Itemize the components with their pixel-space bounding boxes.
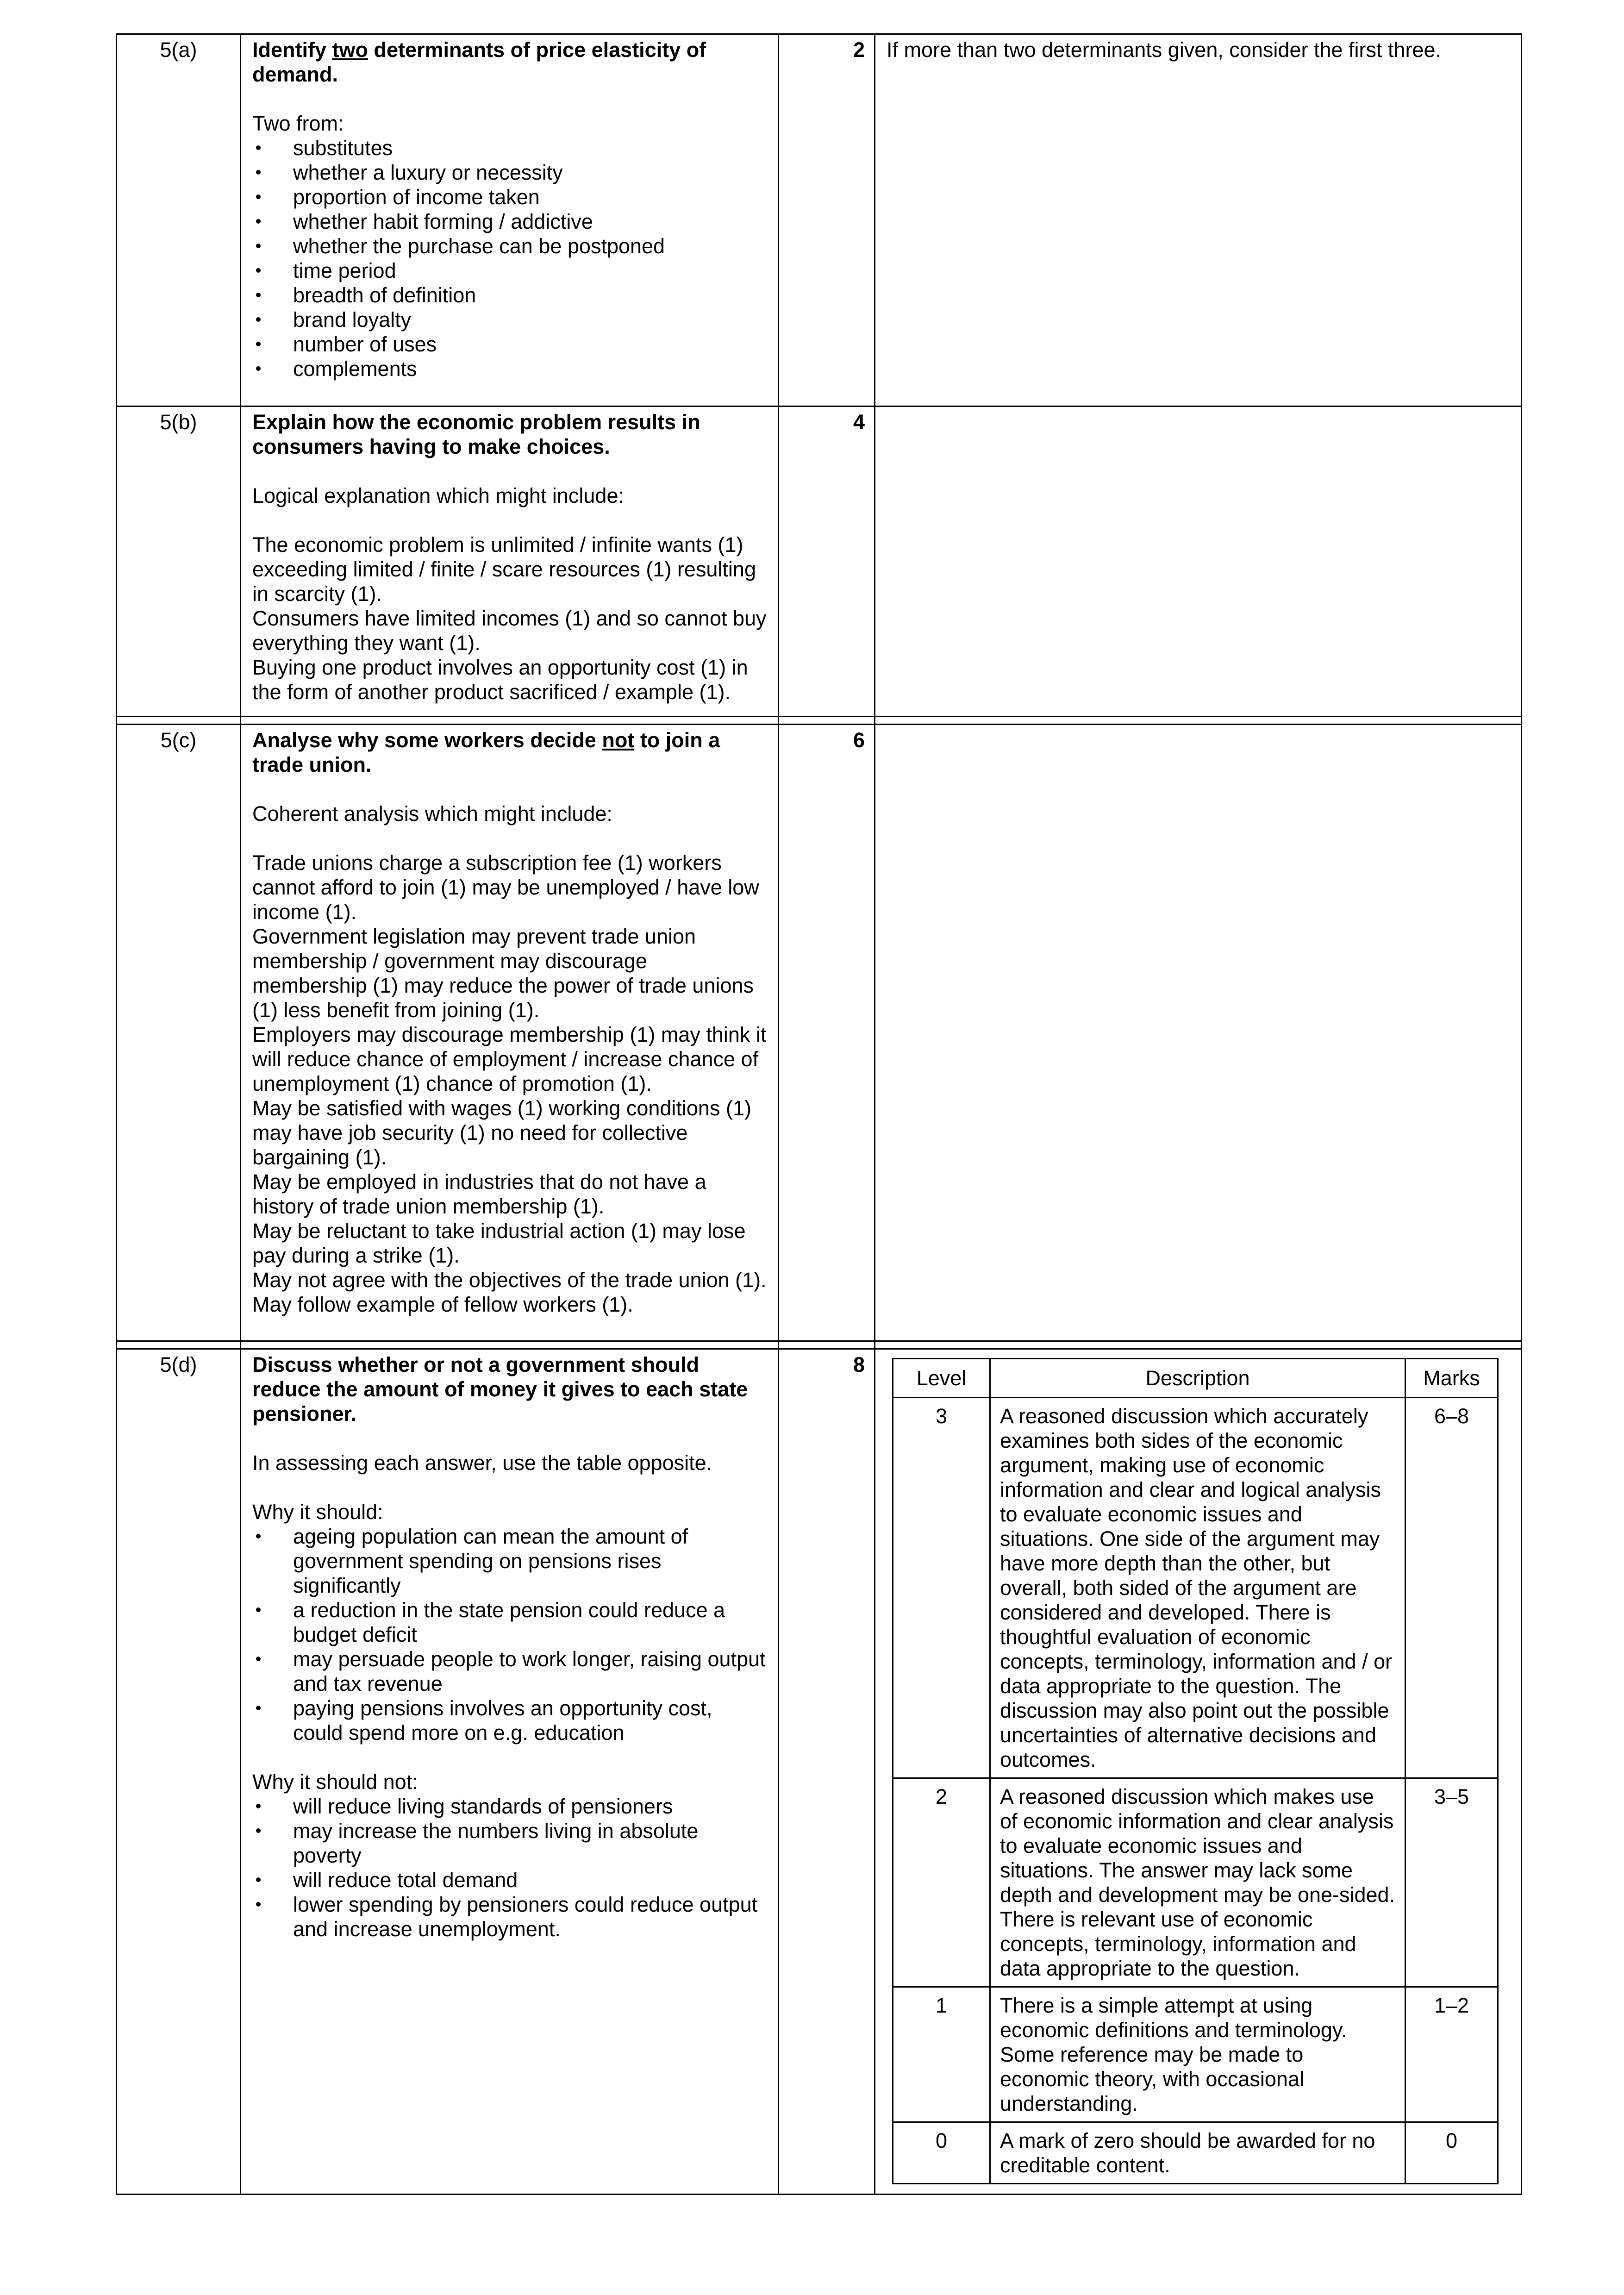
list-item: paying pensions involves an opportunity cost, could spend more on e.g. education (252, 1696, 767, 1745)
list-item: whether a luxury or necessity (252, 160, 767, 185)
question-title: Analyse why some workers decide not to join a trade union. (252, 728, 720, 776)
answer-intro: In assessing each answer, use the table opposite. (252, 1451, 712, 1475)
header-level: Level (893, 1359, 990, 1398)
question-title: Discuss whether or not a government should reduce the amount of money it gives to each state pensioner. (252, 1353, 748, 1426)
answer-intro: Two from: (252, 112, 344, 135)
marks: 6 (779, 725, 875, 1341)
list-item: may increase the numbers living in absolute poverty (252, 1819, 767, 1868)
question-row-5b (117, 406, 1522, 717)
answer-cell (241, 34, 779, 406)
question-number: 5(d) (117, 1349, 241, 2195)
should-not-heading: Why it should not: (252, 1770, 418, 1794)
answer-cell (241, 1349, 779, 2195)
question-number: 5(c) (117, 725, 241, 1341)
level-marks: 6–8 (1405, 1398, 1498, 1778)
mark-scheme-table (116, 33, 1522, 2195)
determinants-list (252, 136, 767, 381)
level-marks: 1–2 (1405, 1987, 1498, 2122)
level-number: 1 (893, 1987, 990, 2122)
level-number: 0 (893, 2122, 990, 2184)
list-item: may persuade people to work longer, raising output and tax revenue (252, 1647, 767, 1696)
list-item: proportion of income taken (252, 185, 767, 209)
answer-intro: Coherent analysis which might include: (252, 802, 612, 825)
question-row-5a (117, 34, 1522, 406)
answer-line: May be satisfied with wages (1) working conditions (1) may have job security (1) no need for collective bargaining (1). (252, 1096, 751, 1169)
list-item: will reduce total demand (252, 1868, 767, 1892)
list-item: whether habit forming / addictive (252, 209, 767, 234)
level-description: A reasoned discussion which accurately examines both sides of the economic argument, making use of economic information and clear and logical analysis to evaluate economic issues and situations. One side of the argument may have more depth than the other, but overall, both sided of the argument are considered and developed. There is thoughtful evaluation of economic concepts, terminology, information and / or data appropriate to the question. The discussion may also point out the possible uncertainties of alternative decisions and outcomes. (990, 1398, 1405, 1778)
answer-line: Consumers have limited incomes (1) and so cannot buy everything they want (1). (252, 607, 767, 655)
list-item: ageing population can mean the amount of government spending on pensions rises significantly (252, 1524, 767, 1598)
guidance-cell: If more than two determinants given, consider the first three. (875, 34, 1522, 406)
should-list (252, 1524, 767, 1745)
answer-cell (241, 406, 779, 717)
list-item: brand loyalty (252, 307, 767, 332)
answer-line: May be reluctant to take industrial action (1) may lose pay during a strike (1). (252, 1219, 746, 1267)
question-number: 5(b) (117, 406, 241, 717)
marks: 2 (779, 34, 875, 406)
question-row-5d (117, 1349, 1522, 2195)
answer-line: May be employed in industries that do not have a history of trade union membership (1). (252, 1170, 706, 1218)
level-descriptor-table (892, 1358, 1499, 2184)
list-item: will reduce living standards of pensioners (252, 1794, 767, 1819)
question-title: Identify two determinants of price elasticity of demand. (252, 38, 706, 86)
row-separator (117, 1341, 1522, 1349)
answer-intro: Logical explanation which might include: (252, 484, 624, 507)
answer-line: The economic problem is unlimited / infinite wants (1) exceeding limited / finite / scare resources (1) resulting in scarcity (1). (252, 533, 756, 606)
level-row (893, 2122, 1498, 2184)
level-marks: 3–5 (1405, 1778, 1498, 1987)
level-description: There is a simple attempt at using economic definitions and terminology. Some reference may be made to economic theory, with occasional understanding. (990, 1987, 1405, 2122)
level-description: A mark of zero should be awarded for no creditable content. (990, 2122, 1405, 2184)
guidance-cell (875, 725, 1522, 1341)
question-row-5c (117, 725, 1522, 1341)
level-row (893, 1987, 1498, 2122)
answer-cell (241, 725, 779, 1341)
question-number: 5(a) (117, 34, 241, 406)
guidance-cell (875, 406, 1522, 717)
level-row (893, 1398, 1498, 1778)
answer-line: May follow example of fellow workers (1). (252, 1293, 633, 1316)
header-description: Description (990, 1359, 1405, 1398)
level-number: 3 (893, 1398, 990, 1778)
question-title: Explain how the economic problem results in consumers having to make choices. (252, 410, 700, 458)
list-item: number of uses (252, 332, 767, 356)
row-separator (117, 717, 1522, 725)
answer-line: Trade unions charge a subscription fee (1) workers cannot afford to join (1) may be unemployed / have low income (1). (252, 851, 759, 924)
list-item: whether the purchase can be postponed (252, 234, 767, 258)
level-table-header (893, 1359, 1498, 1398)
answer-line: Buying one product involves an opportunity cost (1) in the form of another product sacrificed / example (1). (252, 656, 748, 704)
list-item: substitutes (252, 136, 767, 160)
answer-line: Government legislation may prevent trade union membership / government may discourage membership (1) may reduce the power of trade unions (1) less benefit from joining (1). (252, 925, 754, 1022)
answer-line: Employers may discourage membership (1) may think it will reduce chance of employment / increase chance of unemployment (1) chance of promotion (1). (252, 1023, 767, 1095)
level-row (893, 1778, 1498, 1987)
answer-line: May not agree with the objectives of the trade union (1). (252, 1268, 767, 1292)
list-item: time period (252, 258, 767, 283)
should-not-list (252, 1794, 767, 1941)
list-item: complements (252, 356, 767, 381)
list-item: breadth of definition (252, 283, 767, 307)
level-description: A reasoned discussion which makes use of economic information and clear analysis to evaluate economic issues and situations. The answer may lack some depth and development may be one-sided. There is relevant use of economic concepts, terminology, information and data appropriate to the question. (990, 1778, 1405, 1987)
marks: 8 (779, 1349, 875, 2195)
list-item: lower spending by pensioners could reduce output and increase unemployment. (252, 1892, 767, 1941)
guidance-cell (875, 1349, 1522, 2195)
should-heading: Why it should: (252, 1500, 383, 1524)
marks: 4 (779, 406, 875, 717)
list-item: a reduction in the state pension could reduce a budget deficit (252, 1598, 767, 1647)
level-number: 2 (893, 1778, 990, 1987)
header-marks: Marks (1405, 1359, 1498, 1398)
level-marks: 0 (1405, 2122, 1498, 2184)
